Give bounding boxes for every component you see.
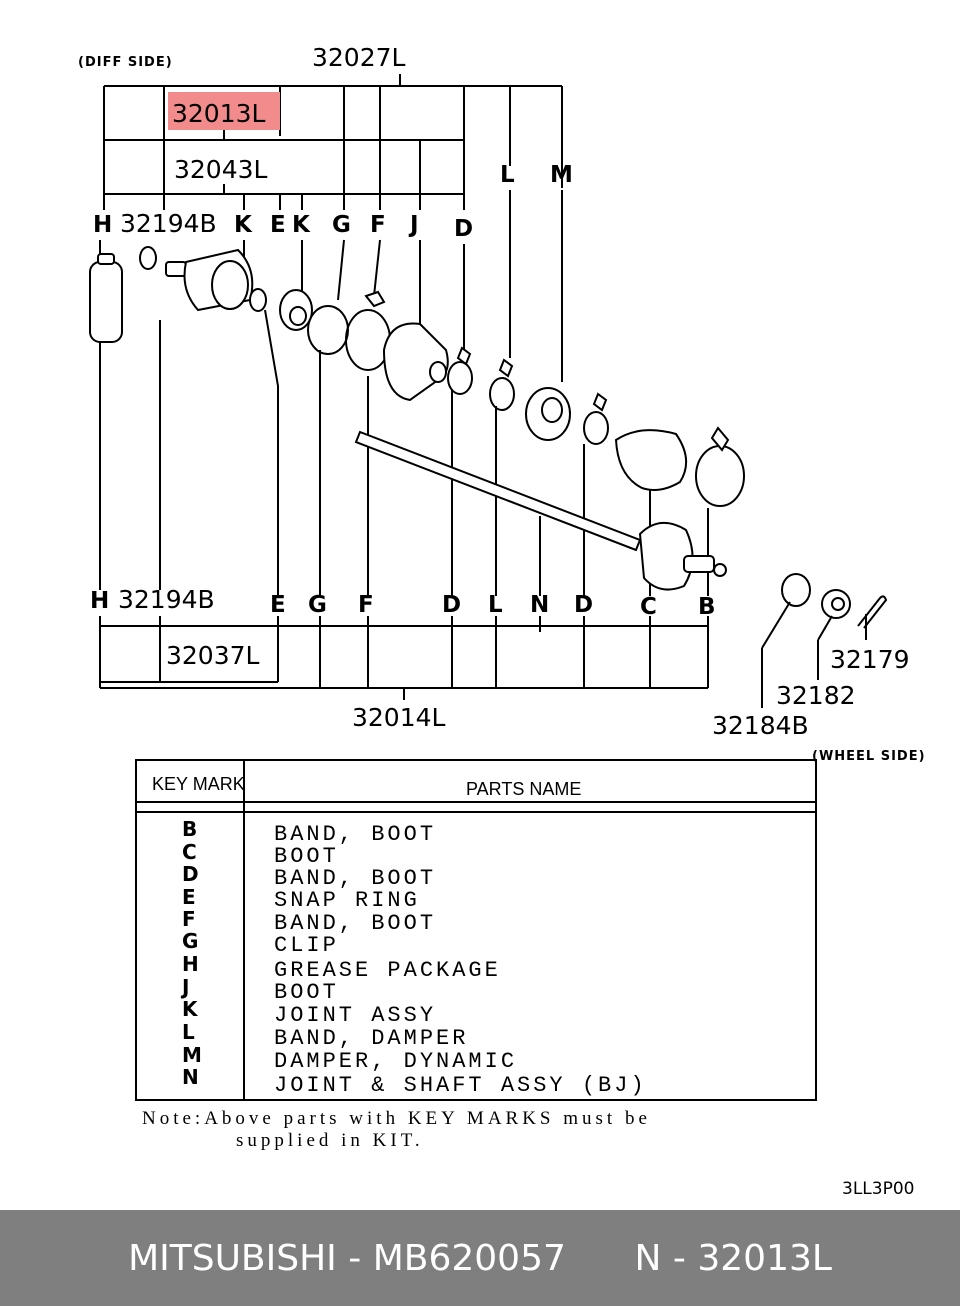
table-header-parts-name: PARTS NAME	[466, 779, 582, 799]
part-number: MB620057	[372, 1237, 566, 1279]
table-key: K	[182, 997, 198, 1021]
part-32194B-top-label: 32194B	[120, 209, 217, 238]
part-32043L-label: 32043L	[174, 155, 268, 184]
key-mark-N-bottom: N	[530, 592, 550, 618]
key-mark-G-bottom: G	[308, 592, 327, 618]
table-key: J	[182, 975, 190, 999]
part-32014L-label: 32014L	[352, 703, 446, 732]
kit-note-line2: supplied in KIT.	[236, 1130, 424, 1151]
table-part-name: GREASE PACKAGE	[274, 958, 501, 983]
table-key: B	[182, 817, 198, 841]
key-mark-C-bottom: C	[640, 594, 657, 620]
kit-note-line1: Note:Above parts with KEY MARKS must be	[142, 1108, 651, 1129]
washer-32184B-part	[782, 574, 810, 606]
table-key: G	[182, 929, 199, 953]
wheel-side-label: (WHEEL SIDE)	[812, 749, 926, 764]
key-mark-G-top: G	[332, 212, 351, 238]
boot-J-part	[384, 324, 448, 400]
key-mark-K2-top: K	[292, 212, 310, 238]
key-mark-M-top: M	[550, 162, 573, 188]
boot-C-part	[616, 430, 686, 490]
table-part-name: DAMPER, DYNAMIC	[274, 1049, 518, 1074]
part-32184B-label: 32184B	[712, 711, 809, 740]
table-key: E	[182, 885, 196, 909]
table-key: M	[182, 1043, 202, 1067]
key-mark-F-bottom: F	[358, 592, 374, 618]
table-key: H	[182, 952, 199, 976]
diagram-reference: N - 32013L	[634, 1237, 832, 1279]
dynamic-damper-M-part	[526, 388, 570, 440]
part-32179-label: 32179	[830, 645, 910, 674]
brand-name: MITSUBISHI	[128, 1237, 337, 1279]
nut-32182-part	[822, 590, 850, 618]
table-part-name: SNAP RING	[274, 888, 420, 913]
table-header-key-mark: KEY MARK	[152, 774, 245, 794]
table-key: F	[182, 907, 196, 931]
diff-side-label: (DIFF SIDE)	[78, 55, 173, 70]
key-mark-L-bottom: L	[488, 592, 503, 618]
part-info-footer	[0, 1210, 960, 1306]
key-mark-J-top: J	[410, 212, 419, 238]
key-mark-H-top: H	[93, 212, 113, 238]
table-part-name: BAND, BOOT	[274, 911, 437, 936]
part-32182-label: 32182	[776, 681, 856, 710]
key-mark-B-bottom: B	[698, 594, 716, 620]
band-boot-D2-part	[584, 394, 608, 444]
key-mark-H-bottom: H	[90, 588, 110, 614]
part-32027L-label: 32027L	[312, 43, 406, 72]
cotter-pin-32179-part	[858, 596, 886, 628]
table-key: N	[182, 1065, 199, 1089]
table-part-name: BAND, BOOT	[274, 822, 437, 847]
key-mark-D2-bottom: D	[574, 592, 594, 618]
part-32194B-bottom-label: 32194B	[118, 585, 215, 614]
diagram-code: 3LL3P00	[842, 1179, 915, 1199]
band-boot-B-part	[696, 428, 744, 506]
key-mark-K-top: K	[234, 212, 252, 238]
table-part-name: JOINT & SHAFT ASSY (BJ)	[274, 1073, 647, 1098]
band-boot-D1-part	[448, 348, 472, 394]
key-mark-E-top: E	[270, 212, 286, 238]
outer-joint-part	[166, 250, 252, 310]
table-key: D	[182, 862, 199, 886]
table-part-name: BAND, BOOT	[274, 866, 437, 891]
footer-separator: -	[336, 1237, 373, 1279]
table-part-name: BOOT	[274, 844, 339, 869]
key-mark-D-top: D	[454, 216, 474, 242]
inner-joint-K-part	[280, 290, 312, 330]
footer-gap	[566, 1238, 635, 1279]
table-part-name: BAND, DAMPER	[274, 1026, 469, 1051]
table-part-name: JOINT ASSY	[274, 1003, 437, 1028]
band-damper-L-part	[490, 360, 514, 410]
part-32013L-label: 32013L	[172, 99, 266, 128]
key-mark-L-top: L	[500, 162, 515, 188]
part-32037L-label: 32037L	[166, 641, 260, 670]
grease-package-part	[90, 254, 122, 342]
parts-table	[136, 760, 816, 1100]
key-mark-E-bottom: E	[270, 592, 286, 618]
snap-ring-E-part	[250, 289, 266, 311]
snap-ring-32194B-part	[140, 247, 156, 269]
table-part-name: CLIP	[274, 933, 339, 958]
table-part-name: BOOT	[274, 980, 339, 1005]
key-mark-D1-bottom: D	[442, 592, 462, 618]
table-key: C	[182, 840, 197, 864]
clip-G-part	[308, 306, 348, 354]
table-key: L	[182, 1020, 195, 1044]
key-mark-F-top: F	[370, 212, 386, 238]
